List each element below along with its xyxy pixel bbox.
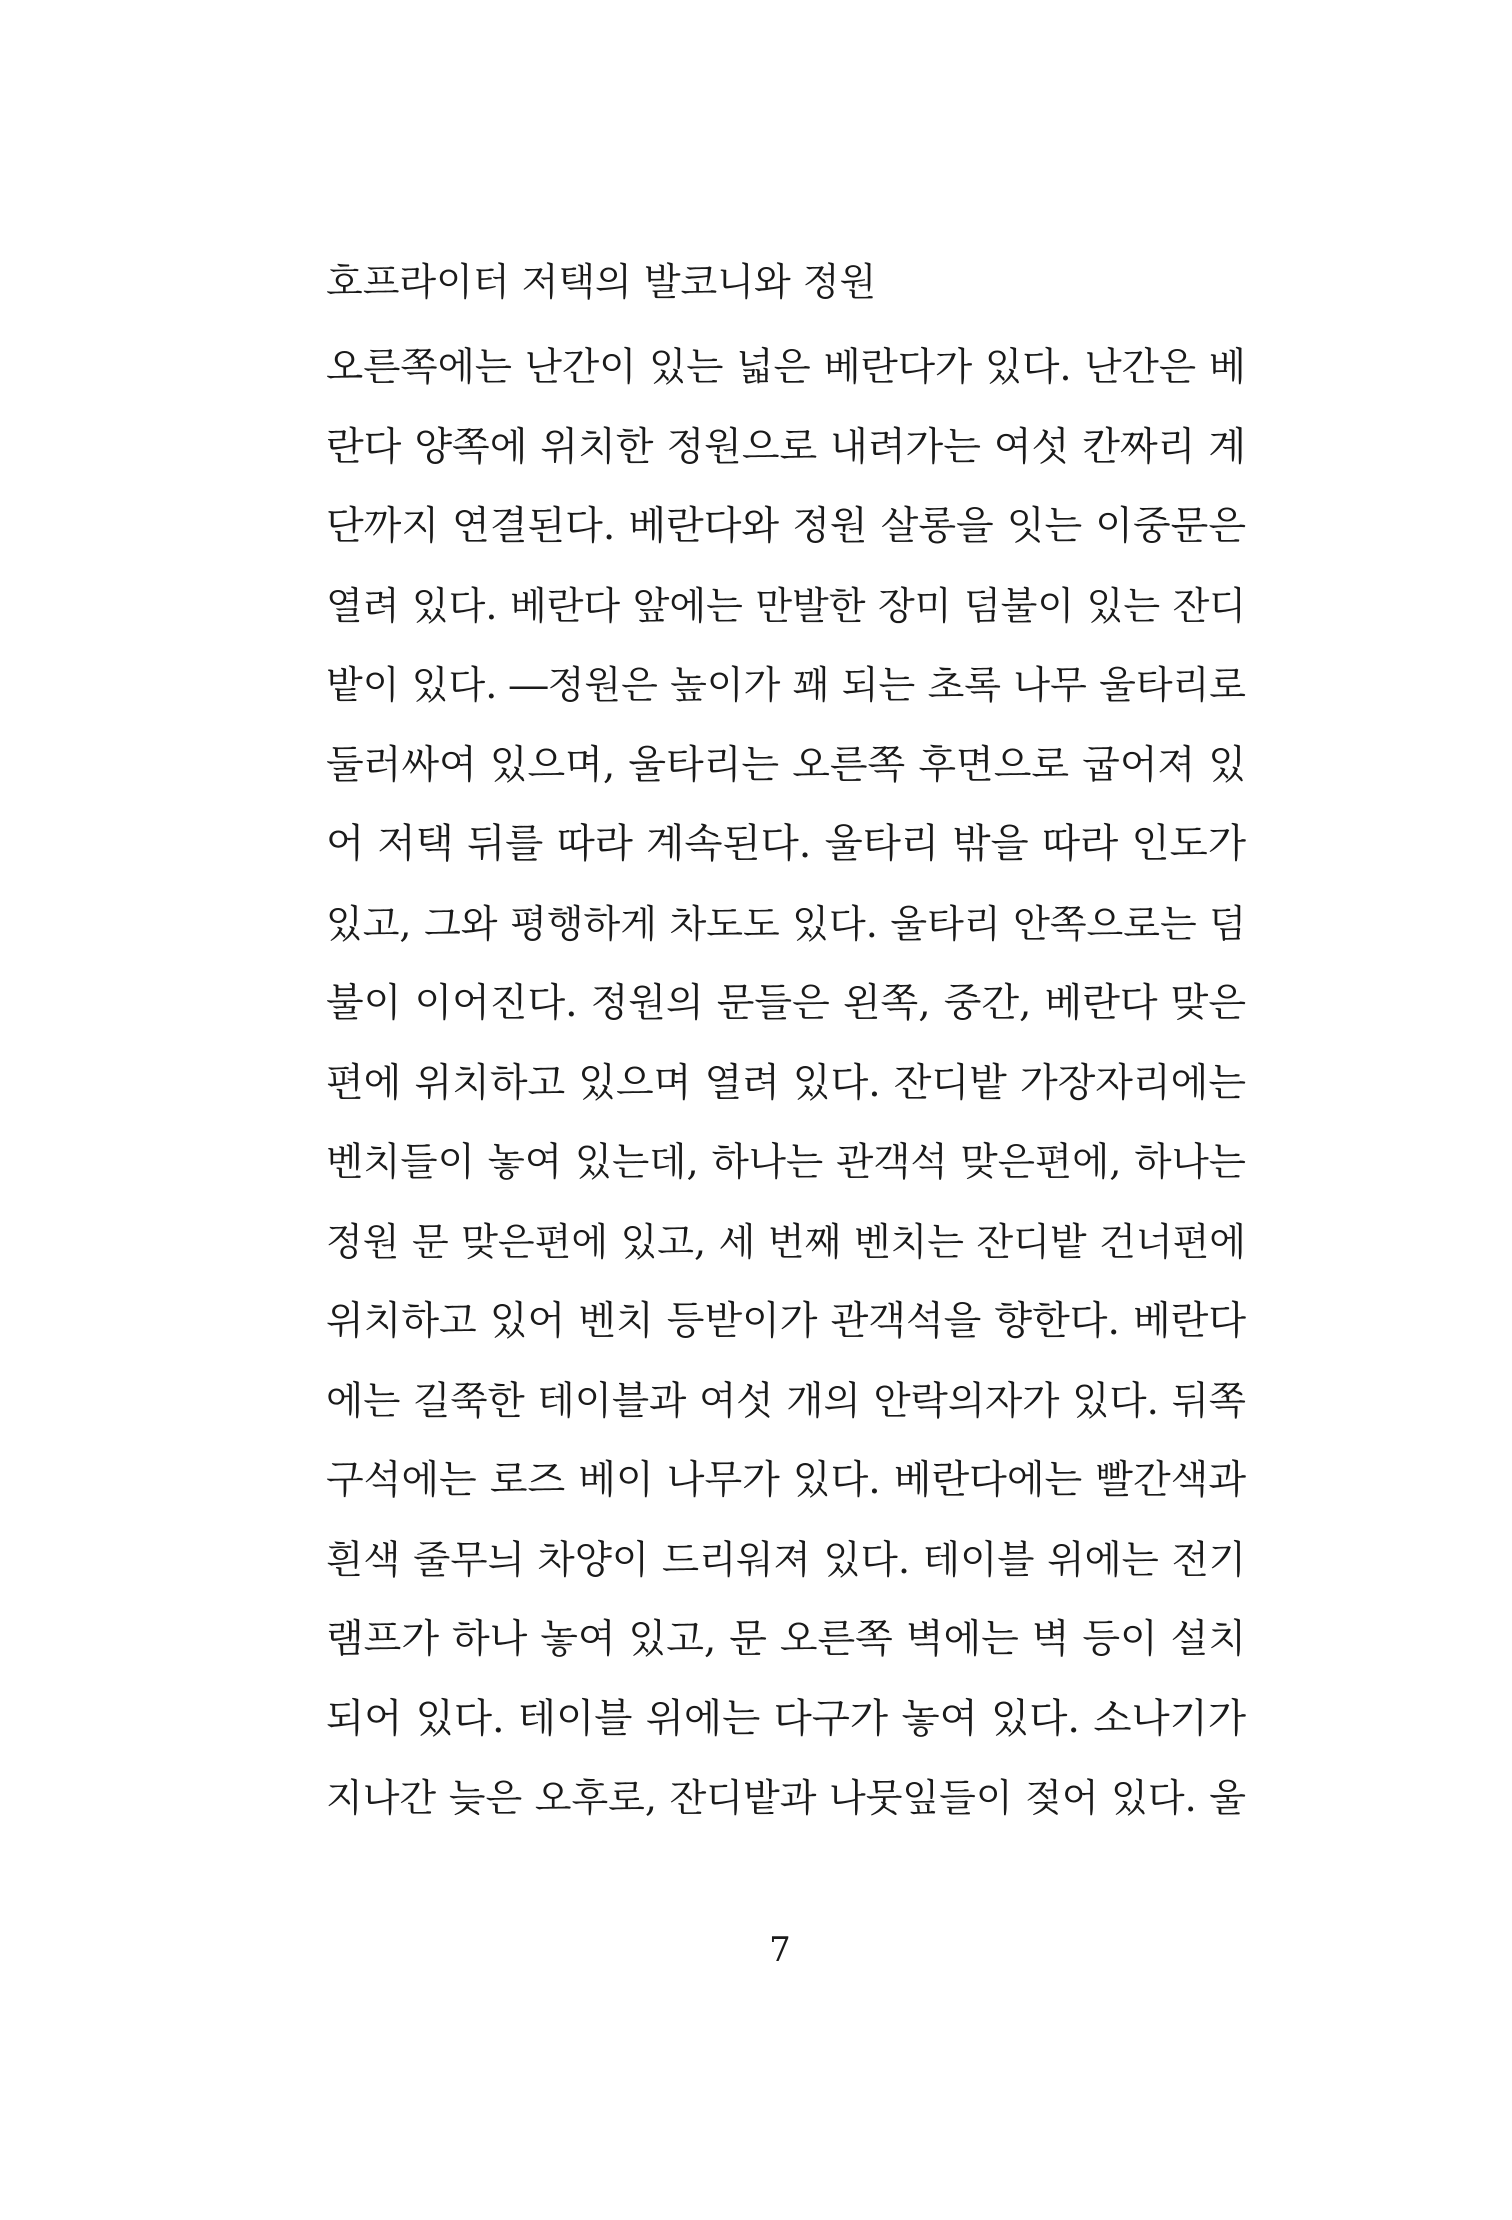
text-line: 위치하고 있어 벤치 등받이가 관객석을 향한다. 베란다 — [326, 1299, 1246, 1344]
text-line: 지나간 늦은 오후로, 잔디밭과 나뭇잎들이 젖어 있다. 울 — [326, 1776, 1246, 1820]
section-heading: 호프라이터 저택의 발코니와 정원 — [326, 260, 877, 304]
text-line: 되어 있다. 테이블 위에는 다구가 놓여 있다. 소나기가 — [326, 1695, 1246, 1742]
text-line: 불이 이어진다. 정원의 문들은 왼쪽, 중간, 베란다 맞은 — [326, 981, 1246, 1026]
text-line: 램프가 하나 놓여 있고, 문 오른쪽 벽에는 벽 등이 설치 — [326, 1617, 1246, 1662]
text-line: 어 저택 뒤를 따라 계속된다. 울타리 밖을 따라 인도가 — [326, 821, 1246, 867]
text-line: 오른쪽에는 난간이 있는 넓은 베란다가 있다. 난간은 베 — [326, 345, 1246, 390]
text-line: 흰색 줄무늬 차양이 드리워져 있다. 테이블 위에는 전기 — [326, 1537, 1246, 1583]
text-line: 란다 양쪽에 위치한 정원으로 내려가는 여섯 칸짜리 계 — [326, 424, 1246, 470]
text-line: 열려 있다. 베란다 앞에는 만발한 장미 덤불이 있는 잔디 — [326, 583, 1246, 628]
text-line: 단까지 연결된다. 베란다와 정원 살롱을 잇는 이중문은 — [326, 504, 1246, 549]
text-line: 밭이 있다. ―정원은 높이가 꽤 되는 초록 나무 울타리로 — [326, 663, 1246, 707]
text-line: 에는 길쭉한 테이블과 여섯 개의 안락의자가 있다. 뒤쪽 — [326, 1378, 1246, 1424]
text-line: 편에 위치하고 있으며 열려 있다. 잔디밭 가장자리에는 — [326, 1060, 1246, 1106]
body-paragraph — [326, 328, 1246, 1839]
text-line: 있고, 그와 평행하게 차도도 있다. 울타리 안쪽으로는 덤 — [326, 901, 1246, 946]
text-line: 정원 문 맞은편에 있고, 세 번째 벤치는 잔디밭 건너편에 — [326, 1219, 1246, 1264]
text-line: 둘러싸여 있으며, 울타리는 오른쪽 후면으로 굽어져 있 — [326, 742, 1246, 788]
text-line: 구석에는 로즈 베이 나무가 있다. 베란다에는 빨간색과 — [326, 1458, 1246, 1503]
text-line: 벤치들이 놓여 있는데, 하나는 관객석 맞은편에, 하나는 — [326, 1140, 1246, 1185]
page-number: 7 — [769, 1930, 791, 1970]
